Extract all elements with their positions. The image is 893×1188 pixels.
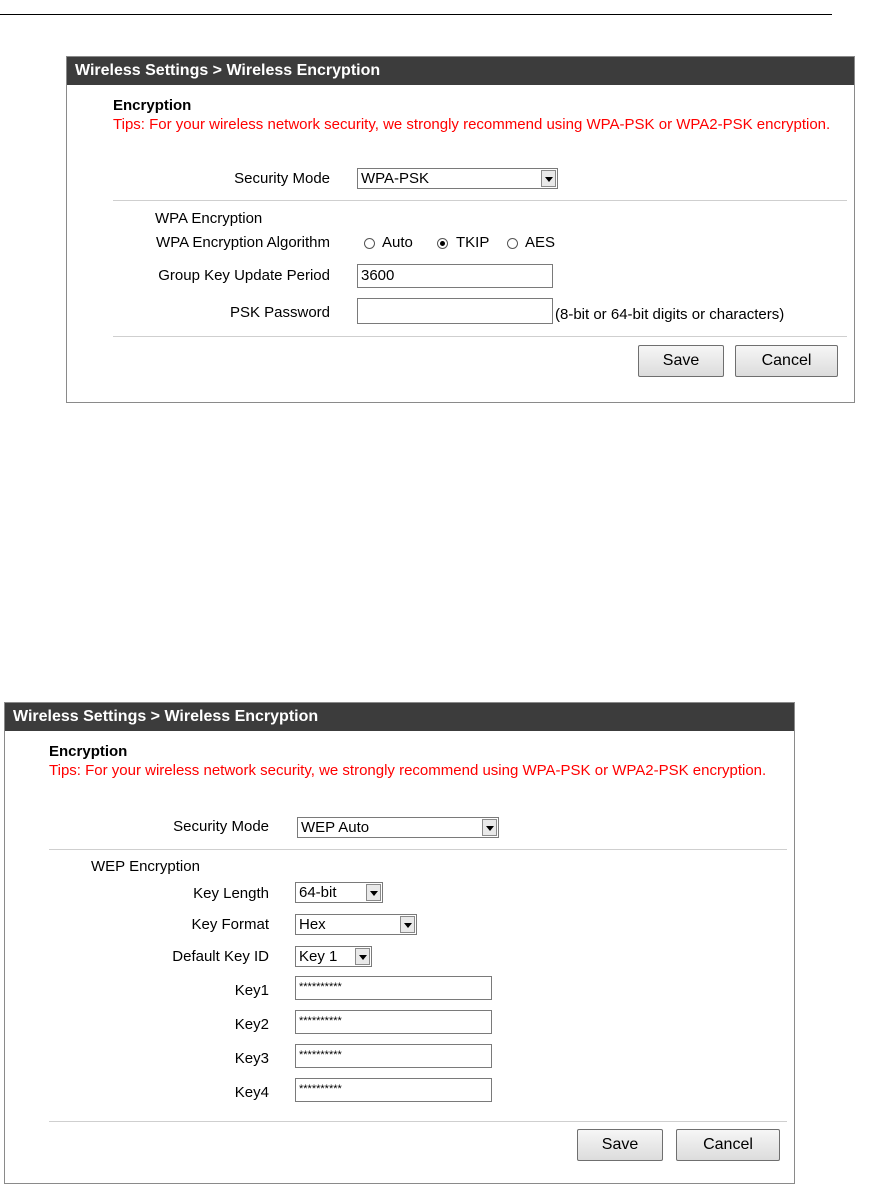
radio-tkip[interactable]: [437, 238, 448, 249]
key-length-select[interactable]: [295, 882, 383, 903]
security-tip: Tips: For your wireless network security, we strongly recommend using WPA-PSK or WPA2-PSK encryption.: [113, 116, 831, 133]
key4-input[interactable]: **********: [295, 1078, 492, 1102]
section-title: Encryption: [49, 743, 128, 760]
default-key-id-label: Default Key ID: [172, 948, 269, 965]
psk-password-input[interactable]: [357, 298, 553, 324]
chevron-down-icon: [355, 948, 370, 965]
key4-label: Key4: [234, 1084, 269, 1101]
key3-input[interactable]: **********: [295, 1044, 492, 1068]
section-title: Encryption: [113, 97, 192, 114]
radio-auto[interactable]: [364, 238, 375, 249]
psk-password-label: PSK Password: [229, 304, 330, 321]
wep-encryption-panel: [4, 702, 795, 1184]
cancel-button[interactable]: Cancel: [735, 345, 838, 377]
security-mode-value: WEP Auto: [301, 819, 370, 836]
radio-aes[interactable]: [507, 238, 518, 249]
panel-header: Wireless Settings > Wireless Encryption: [5, 703, 794, 731]
key-format-select[interactable]: [295, 914, 417, 935]
chevron-down-icon: [400, 916, 415, 933]
group-key-input[interactable]: 3600: [357, 264, 553, 288]
security-mode-select[interactable]: [297, 817, 499, 838]
chevron-down-icon: [366, 884, 381, 901]
divider: [113, 336, 847, 337]
divider: [113, 200, 847, 201]
chevron-down-icon: [541, 170, 556, 187]
algorithm-label: WPA Encryption Algorithm: [156, 234, 330, 251]
key1-input[interactable]: **********: [295, 976, 492, 1000]
radio-aes-label: AES: [525, 234, 556, 251]
chevron-down-icon: [482, 819, 497, 836]
key2-input[interactable]: **********: [295, 1010, 492, 1034]
security-mode-label: Security Mode: [234, 170, 330, 187]
security-mode-select[interactable]: [357, 168, 558, 189]
save-button[interactable]: Save: [577, 1129, 663, 1161]
key1-label: Key1: [234, 982, 269, 999]
key-length-value: 64-bit: [299, 884, 337, 901]
panel-header: Wireless Settings > Wireless Encryption: [67, 57, 854, 85]
psk-hint: (8-bit or 64-bit digits or characters): [555, 306, 785, 323]
key3-label: Key3: [234, 1050, 269, 1067]
save-button[interactable]: Save: [638, 345, 724, 377]
key2-label: Key2: [234, 1016, 269, 1033]
divider: [49, 849, 787, 850]
key-length-label: Key Length: [193, 885, 269, 902]
security-mode-label: Security Mode: [173, 818, 269, 835]
divider: [49, 1121, 787, 1122]
wpa-encryption-heading: WPA Encryption: [155, 210, 263, 227]
wpa-encryption-panel: [66, 56, 855, 403]
cancel-button[interactable]: Cancel: [676, 1129, 780, 1161]
radio-tkip-label: TKIP: [456, 234, 490, 251]
security-tip: Tips: For your wireless network security, we strongly recommend using WPA-PSK or WPA2-PSK encryption.: [49, 762, 767, 779]
security-mode-value: WPA-PSK: [361, 170, 430, 187]
default-key-id-value: Key 1: [299, 948, 338, 965]
group-key-label: Group Key Update Period: [158, 267, 330, 284]
key-format-value: Hex: [299, 916, 326, 933]
radio-auto-label: Auto: [382, 234, 413, 251]
wep-encryption-heading: WEP Encryption: [91, 858, 200, 875]
key-format-label: Key Format: [191, 916, 269, 933]
default-key-id-select[interactable]: [295, 946, 372, 967]
top-rule: [0, 14, 832, 15]
